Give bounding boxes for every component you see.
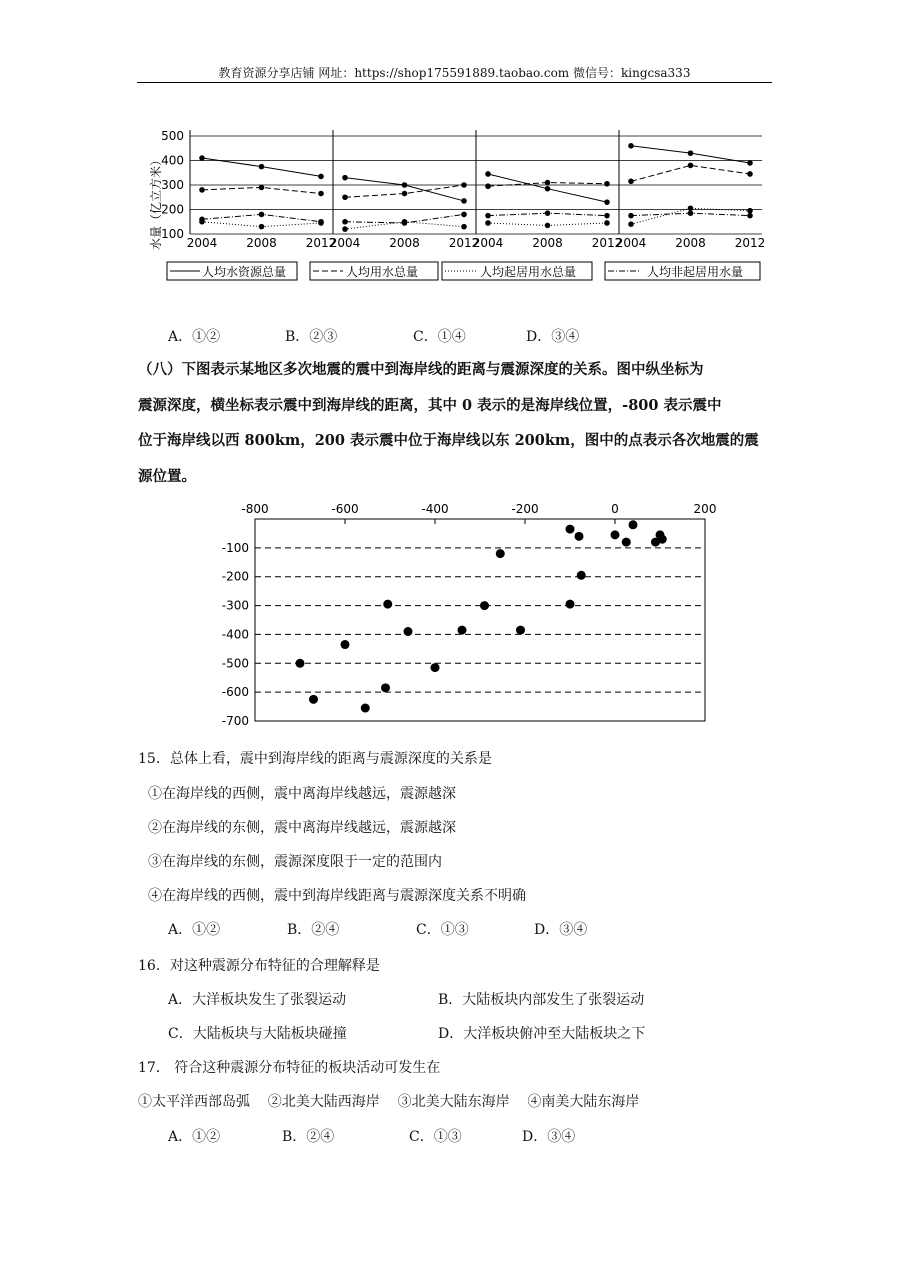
q16-option-a: A．大洋板块发生了张裂运动 bbox=[168, 992, 347, 1008]
series-point bbox=[199, 155, 205, 161]
xtick-label: 2008 bbox=[246, 236, 277, 250]
q16-option-d: D．大洋板块俯冲至大陆板块之下 bbox=[438, 1026, 646, 1042]
quake-point bbox=[566, 525, 575, 534]
xtick-label: -600 bbox=[331, 502, 359, 516]
quake-point bbox=[361, 704, 370, 713]
xtick-label: 2004 bbox=[329, 236, 361, 250]
section8-line: 源位置。 bbox=[138, 468, 196, 485]
quake-point bbox=[575, 532, 584, 541]
legend-item: 人均用水总量 bbox=[346, 265, 419, 279]
q17-option-a: A．①② bbox=[168, 1129, 221, 1145]
ytick-label: 200 bbox=[161, 202, 184, 217]
series-point bbox=[688, 150, 694, 156]
quake-point bbox=[383, 600, 392, 609]
series-point bbox=[688, 205, 694, 211]
q14-option-d: D．③④ bbox=[526, 329, 580, 345]
series-point bbox=[604, 199, 610, 205]
quake-point bbox=[496, 549, 505, 558]
section8-line: （八）下图表示某地区多次地震的震中到海岸线的距离与震源深度的关系。图中纵坐标为 bbox=[138, 361, 704, 378]
quake-point bbox=[480, 601, 489, 610]
xtick-label: 2012 bbox=[591, 236, 623, 250]
section8-line: 震源深度，横坐标表示震中到海岸线的距离，其中 0 表示的是海岸线位置，-800 表示震中 bbox=[138, 397, 722, 414]
ytick-label: -200 bbox=[221, 569, 249, 584]
series-point bbox=[461, 182, 467, 188]
q17-option-b: B．②④ bbox=[282, 1129, 335, 1145]
quake-point bbox=[658, 535, 667, 544]
water-chart bbox=[140, 122, 790, 292]
series-point bbox=[545, 210, 551, 216]
legend-item: 人均非起居用水量 bbox=[647, 265, 744, 279]
series-point bbox=[545, 180, 551, 186]
quake-point bbox=[577, 571, 586, 580]
series-point bbox=[402, 182, 408, 188]
xtick-label: -200 bbox=[511, 502, 539, 516]
xtick-label: 2004 bbox=[186, 236, 218, 250]
ytick-label: 500 bbox=[161, 129, 184, 143]
quake-point bbox=[404, 627, 413, 636]
xtick-label: 2008 bbox=[675, 236, 706, 250]
q16-option-b: B．大陆板块内部发生了张裂运动 bbox=[438, 992, 645, 1008]
q17-option-d: D．③④ bbox=[522, 1129, 576, 1145]
series-point bbox=[485, 171, 491, 177]
series-point bbox=[628, 221, 634, 227]
series-point bbox=[688, 163, 694, 169]
q15-option-b: B．②④ bbox=[287, 922, 340, 938]
q15-stem: 15．总体上看，震中到海岸线的距离与震源深度的关系是 bbox=[138, 751, 492, 767]
series-point bbox=[342, 175, 348, 181]
series-point bbox=[402, 191, 408, 197]
q16-stem: 16．对这种震源分布特征的合理解释是 bbox=[138, 958, 380, 974]
series-point bbox=[318, 219, 324, 225]
series-point bbox=[461, 198, 467, 204]
series-point bbox=[628, 213, 634, 219]
series-point bbox=[461, 224, 467, 230]
quake-chart-points bbox=[296, 520, 667, 712]
quake-point bbox=[381, 683, 390, 692]
ytick-label: -500 bbox=[221, 656, 249, 671]
xtick-label: 2004 bbox=[472, 236, 504, 250]
series-point bbox=[604, 181, 610, 187]
series-point bbox=[604, 220, 610, 226]
series-point bbox=[402, 220, 408, 226]
q17-items: ①太平洋西部岛弧 ②北美大陆西海岸 ③北美大陆东海岸 ④南美大陆东海岸 bbox=[138, 1094, 640, 1110]
q15-item: ③在海岸线的东侧，震源深度限于一定的范围内 bbox=[148, 854, 442, 870]
series-point bbox=[747, 208, 753, 214]
xtick-label: -400 bbox=[421, 502, 449, 516]
ytick-label: 300 bbox=[161, 178, 184, 192]
water-chart-ylabel: 水量（亿立方米） bbox=[149, 153, 163, 251]
ytick-label: -700 bbox=[221, 714, 249, 728]
series-point bbox=[342, 226, 348, 232]
ytick-label: 100 bbox=[161, 227, 184, 241]
page-header: 教育资源分享店铺 网址：https://shop175591889.taobao.com 微信号：kingcsa333 bbox=[218, 66, 691, 80]
quake-chart-yticks bbox=[222, 541, 249, 728]
quake-point bbox=[341, 640, 350, 649]
series-point bbox=[747, 213, 753, 219]
series-point bbox=[199, 187, 205, 193]
xtick-label: 2008 bbox=[532, 236, 563, 250]
q17-stem: 17． 符合这种震源分布特征的板块活动可发生在 bbox=[138, 1060, 441, 1076]
q15-option-d: D．③④ bbox=[534, 922, 588, 938]
quake-chart-frame bbox=[255, 519, 705, 721]
quake-point bbox=[516, 626, 525, 635]
q14-option-b: B．②③ bbox=[285, 329, 338, 345]
xtick-label: 2012 bbox=[305, 236, 337, 250]
water-chart-yticks bbox=[161, 129, 184, 241]
header-rule bbox=[137, 82, 772, 83]
series-point bbox=[628, 143, 634, 149]
series-point bbox=[747, 171, 753, 177]
series-point bbox=[485, 183, 491, 189]
q17-option-c: C．①③ bbox=[409, 1129, 462, 1145]
quake-point bbox=[611, 530, 620, 539]
ytick-label: -300 bbox=[221, 598, 249, 613]
ytick-label: -400 bbox=[221, 627, 249, 642]
quake-chart bbox=[200, 495, 720, 730]
series-line bbox=[345, 178, 464, 201]
q15-item: ①在海岸线的西侧，震中离海岸线越远，震源越深 bbox=[148, 786, 456, 802]
series-point bbox=[747, 160, 753, 166]
series-point bbox=[545, 186, 551, 192]
series-point bbox=[485, 213, 491, 219]
series-point bbox=[259, 224, 265, 230]
series-point bbox=[342, 219, 348, 225]
xtick-label: 2008 bbox=[389, 236, 420, 250]
quake-point bbox=[566, 600, 575, 609]
xtick-label: 2012 bbox=[734, 236, 766, 250]
quake-point bbox=[296, 659, 305, 668]
series-point bbox=[342, 194, 348, 200]
q15-item: ④在海岸线的西侧，震中到海岸线距离与震源深度关系不明确 bbox=[148, 888, 526, 904]
series-point bbox=[259, 164, 265, 170]
xtick-label: 200 bbox=[693, 502, 717, 516]
xtick-label: 2004 bbox=[615, 236, 647, 250]
series-point bbox=[199, 217, 205, 223]
water-chart-legend bbox=[167, 262, 760, 280]
q15-item: ②在海岸线的东侧，震中离海岸线越远，震源越深 bbox=[148, 820, 456, 836]
xtick-label: 2012 bbox=[448, 236, 480, 250]
quake-point bbox=[629, 520, 638, 529]
series-point bbox=[545, 223, 551, 229]
q14-option-c: C．①④ bbox=[413, 329, 466, 345]
quake-chart-xticks bbox=[241, 502, 716, 524]
section8-line: 位于海岸线以西 800km，200 表示震中位于海岸线以东 200km，图中的点表示各次地震的震 bbox=[138, 432, 759, 449]
water-chart-xticks bbox=[187, 236, 766, 250]
quake-point bbox=[309, 695, 318, 704]
legend-item: 人均水资源总量 bbox=[202, 265, 287, 279]
series-point bbox=[485, 220, 491, 226]
ytick-label: -600 bbox=[221, 685, 249, 700]
quake-chart-grid bbox=[255, 548, 705, 692]
quake-point bbox=[431, 663, 440, 672]
series-point bbox=[604, 213, 610, 219]
water-chart-frame bbox=[190, 130, 762, 234]
series-point bbox=[318, 191, 324, 197]
xtick-label: -800 bbox=[241, 502, 269, 516]
quake-point bbox=[622, 538, 631, 547]
legend-item: 人均起居用水总量 bbox=[480, 265, 577, 279]
series-point bbox=[259, 212, 265, 218]
q15-option-a: A．①② bbox=[168, 922, 221, 938]
series-point bbox=[318, 174, 324, 180]
series-point bbox=[628, 179, 634, 185]
series-point bbox=[688, 210, 694, 216]
quake-point bbox=[458, 626, 467, 635]
series-point bbox=[461, 212, 467, 218]
ytick-label: -100 bbox=[221, 540, 249, 555]
series-point bbox=[259, 185, 265, 191]
q16-option-c: C．大陆板块与大陆板块碰撞 bbox=[168, 1026, 347, 1042]
q14-option-a: A．①② bbox=[168, 329, 221, 345]
ytick-label: 400 bbox=[161, 153, 184, 168]
xtick-label: 0 bbox=[611, 502, 619, 516]
q15-option-c: C．①③ bbox=[416, 922, 469, 938]
